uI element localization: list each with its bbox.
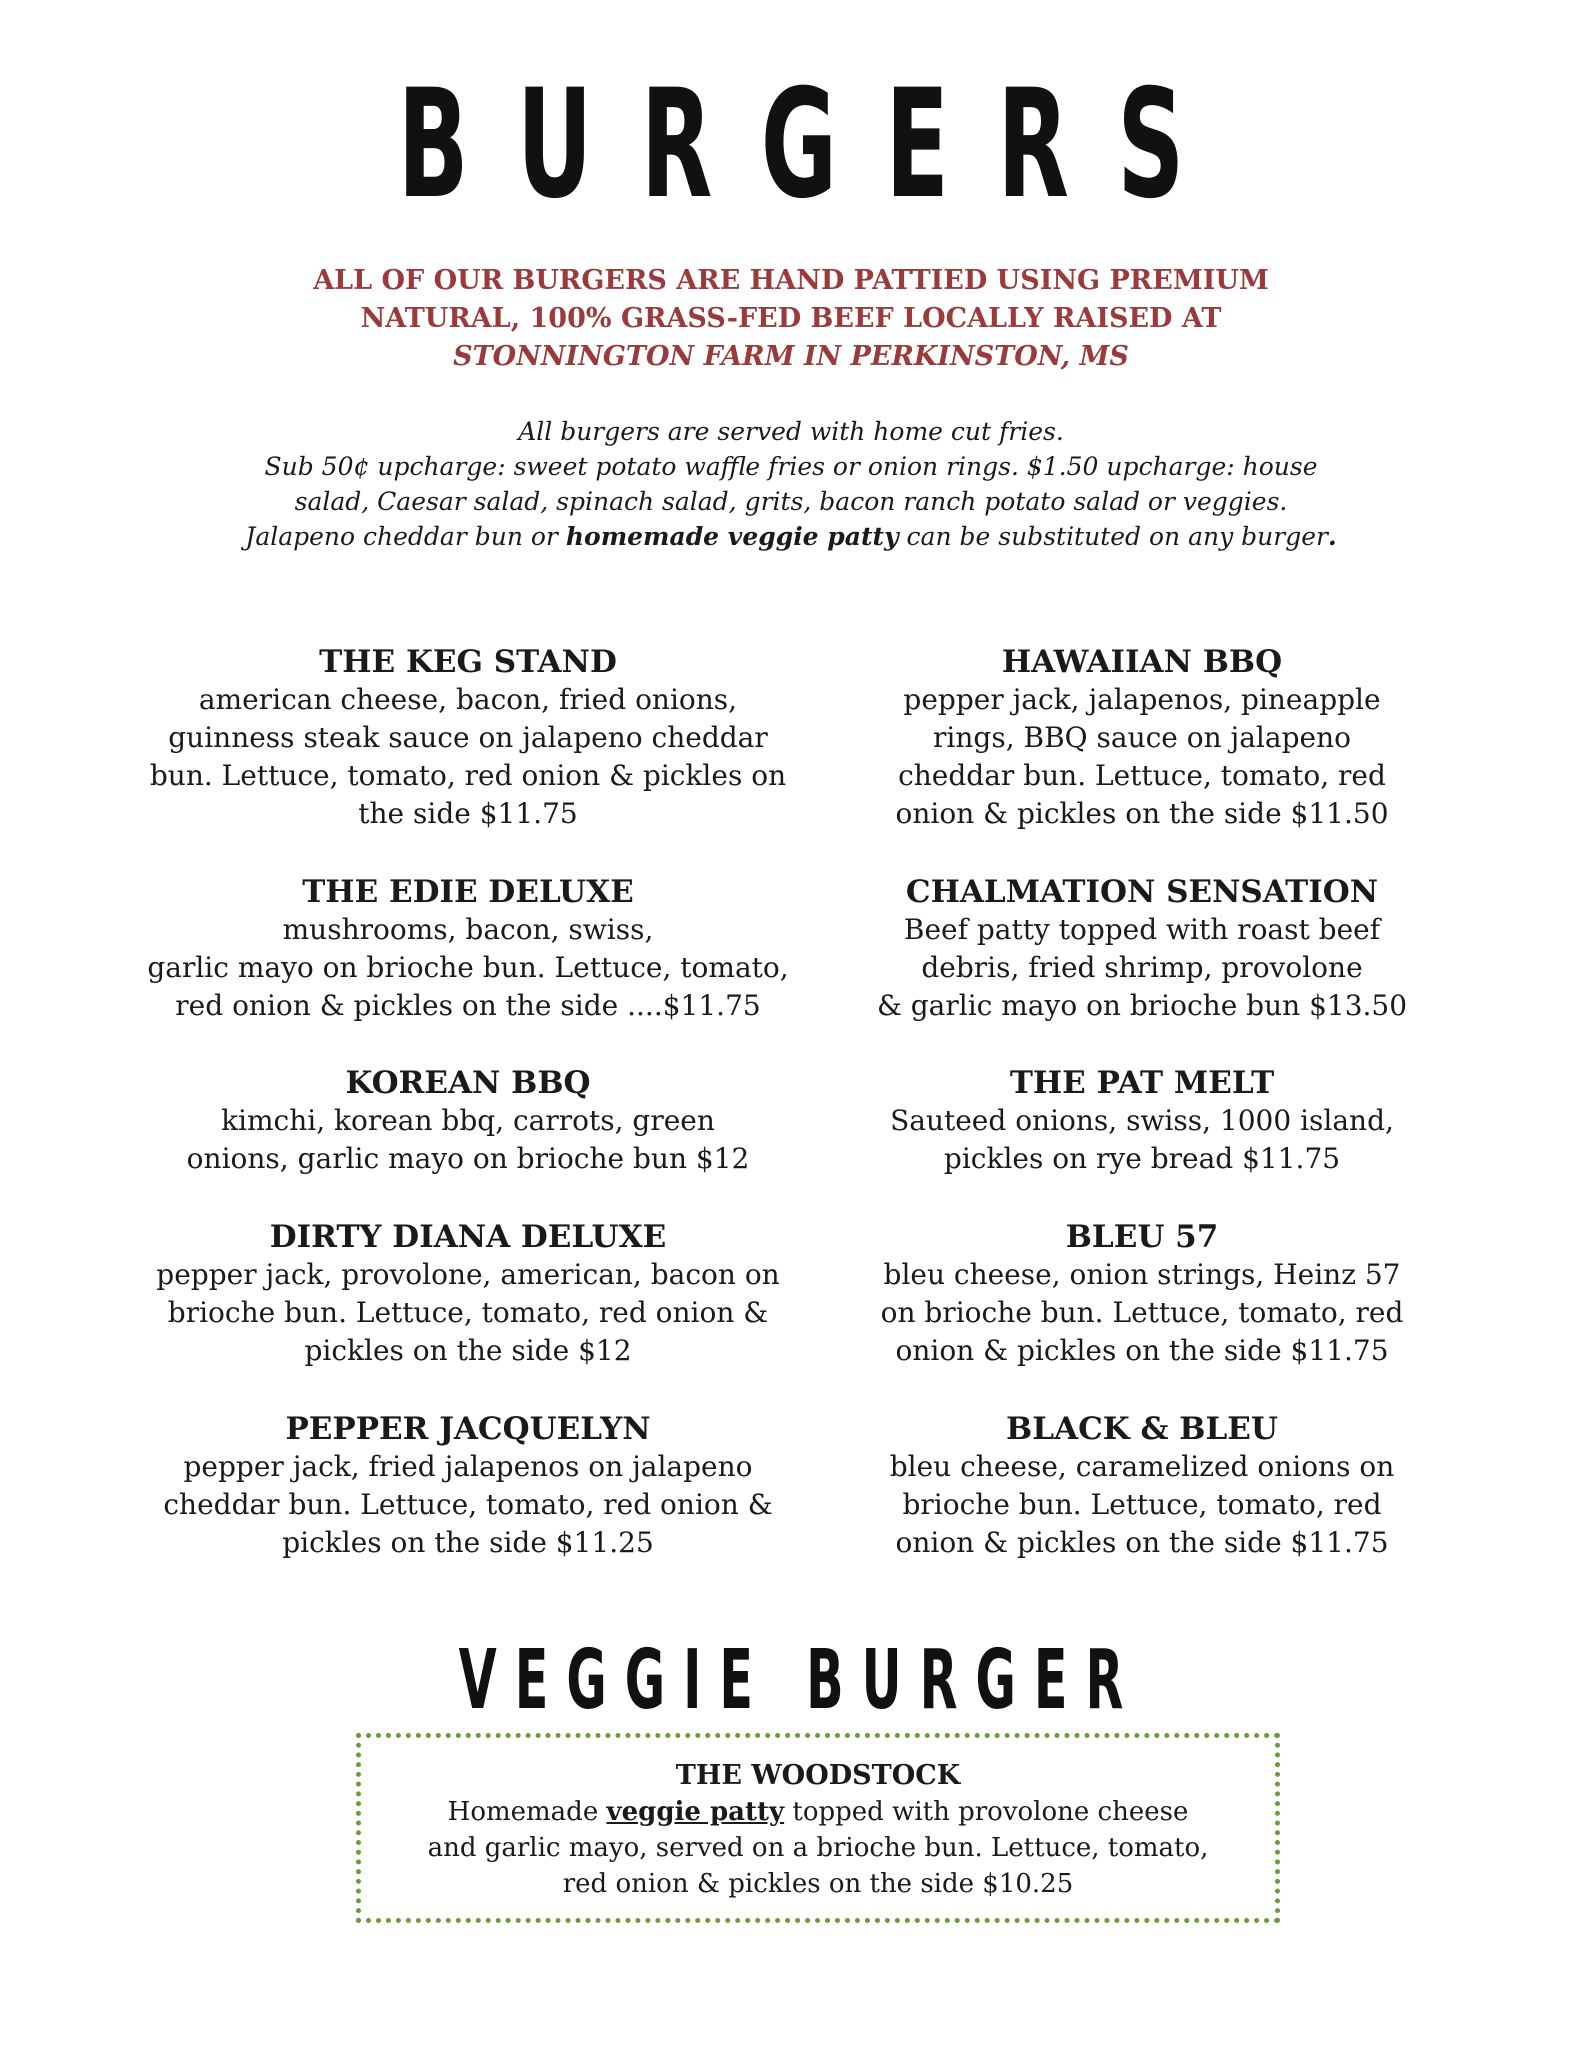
item-description bbox=[138, 681, 798, 833]
item-name: PEPPER JACQUELYN bbox=[285, 1411, 651, 1447]
item-description bbox=[138, 911, 798, 1025]
item-line: bleu cheese, caramelized onions on bbox=[889, 1450, 1395, 1483]
item-description bbox=[812, 1448, 1472, 1562]
veggie-burger-box bbox=[356, 1733, 1280, 1923]
item-line: and garlic mayo, served on a brioche bun. Lettuce, tomato, bbox=[427, 1833, 1209, 1863]
intro-farm-line: STONNINGTON FARM IN PERKINSTON, MS bbox=[453, 341, 1129, 372]
item-line bbox=[361, 1794, 1275, 1830]
item-line: cheddar bun. Lettuce, tomato, red onion & bbox=[163, 1488, 773, 1521]
item-line: debris, fried shrimp, provolone bbox=[921, 951, 1363, 984]
page-title: BURGERS bbox=[397, 58, 1233, 232]
item-line: & garlic mayo on brioche bun $13.50 bbox=[876, 989, 1408, 1022]
intro-statement bbox=[0, 262, 1582, 376]
note-line: All burgers are served with home cut fries. bbox=[518, 417, 1064, 446]
item-description bbox=[812, 911, 1472, 1025]
menu-item-korean-bbq bbox=[138, 1064, 798, 1178]
menu-item-keg-stand bbox=[138, 643, 798, 833]
item-name: DIRTY DIANA DELUXE bbox=[269, 1219, 667, 1255]
note-line: salad, Caesar salad, spinach salad, grits, bacon ranch potato salad or veggies. bbox=[294, 487, 1288, 516]
item-text: Homemade bbox=[447, 1797, 607, 1827]
item-line: Sauteed onions, swiss, 1000 island, bbox=[890, 1104, 1394, 1137]
menu-item-hawaiian-bbq bbox=[812, 643, 1472, 833]
note-bold-text: homemade veggie patty bbox=[565, 522, 899, 551]
item-line: rings, BBQ sauce on jalapeno bbox=[933, 721, 1351, 754]
note-text: Jalapeno cheddar bun or bbox=[245, 522, 566, 551]
menu-item-edie-deluxe bbox=[138, 873, 798, 1025]
item-name: CHALMATION SENSATION bbox=[905, 874, 1379, 910]
note-text: can be substituted on any burger bbox=[898, 522, 1328, 551]
menu-item-black-and-bleu bbox=[812, 1410, 1472, 1562]
item-line: the side $11.75 bbox=[358, 797, 578, 830]
veggie-section-title: VEGGIE BURGER bbox=[458, 1633, 1142, 1728]
item-description bbox=[138, 1102, 798, 1178]
item-line: Beef patty topped with roast beef bbox=[903, 913, 1381, 946]
item-line: pickles on the side $12 bbox=[304, 1334, 632, 1367]
intro-line: ALL OF OUR BURGERS ARE HAND PATTIED USING PREMIUM bbox=[313, 265, 1269, 296]
menu-item-pat-melt bbox=[812, 1064, 1472, 1178]
item-name: BLACK & BLEU bbox=[1006, 1411, 1278, 1447]
item-text: topped with provolone cheese bbox=[784, 1797, 1189, 1827]
item-line: onion & pickles on the side $11.50 bbox=[895, 797, 1389, 830]
menu-item-chalmation-sensation bbox=[812, 873, 1472, 1025]
item-line: brioche bun. Lettuce, tomato, red onion & bbox=[167, 1296, 769, 1329]
item-line: onion & pickles on the side $11.75 bbox=[895, 1334, 1389, 1367]
menu-item-dirty-diana-deluxe bbox=[138, 1218, 798, 1370]
intro-line: NATURAL, 100% GRASS-FED BEEF LOCALLY RAISED AT bbox=[360, 303, 1222, 334]
note-period: . bbox=[1327, 522, 1337, 551]
item-name: THE EDIE DELUXE bbox=[302, 874, 634, 910]
item-line: american cheese, bacon, fried onions, bbox=[198, 683, 738, 716]
item-line: brioche bun. Lettuce, tomato, red bbox=[902, 1488, 1382, 1521]
item-line: bun. Lettuce, tomato, red onion & pickles on bbox=[149, 759, 787, 792]
item-line: mushrooms, bacon, swiss, bbox=[282, 913, 654, 946]
note-line: Sub 50¢ upcharge: sweet potato waffle fries or onion rings. $1.50 upcharge: house bbox=[264, 452, 1318, 481]
item-name: HAWAIIAN BBQ bbox=[1001, 644, 1283, 680]
item-line: red onion & pickles on the side ....$11.75 bbox=[175, 989, 761, 1022]
item-line: on brioche bun. Lettuce, tomato, red bbox=[880, 1296, 1404, 1329]
item-line: red onion & pickles on the side $10.25 bbox=[562, 1869, 1074, 1899]
item-line: pickles on rye bread $11.75 bbox=[943, 1142, 1341, 1175]
item-line: pepper jack, provolone, american, bacon on bbox=[156, 1258, 780, 1291]
item-description bbox=[138, 1256, 798, 1370]
item-line: onion & pickles on the side $11.75 bbox=[895, 1526, 1389, 1559]
item-line: onions, garlic mayo on brioche bun $12 bbox=[186, 1142, 750, 1175]
item-line: garlic mayo on brioche bun. Lettuce, tomato, bbox=[147, 951, 789, 984]
item-description bbox=[812, 1102, 1472, 1178]
item-description bbox=[138, 1448, 798, 1562]
item-name: THE KEG STAND bbox=[319, 644, 617, 680]
item-name: KOREAN BBQ bbox=[345, 1065, 591, 1101]
item-line: pepper jack, jalapenos, pineapple bbox=[903, 683, 1381, 716]
item-description bbox=[812, 1256, 1472, 1370]
item-line: bleu cheese, onion strings, Heinz 57 bbox=[883, 1258, 1401, 1291]
note-line bbox=[0, 519, 1582, 554]
item-description bbox=[812, 681, 1472, 833]
menu-item-bleu-57 bbox=[812, 1218, 1472, 1370]
item-description bbox=[361, 1794, 1275, 1902]
item-line: guinness steak sauce on jalapeno cheddar bbox=[168, 721, 768, 754]
menu-item-pepper-jacquelyn bbox=[138, 1410, 798, 1562]
item-line: kimchi, korean bbq, carrots, green bbox=[221, 1104, 715, 1137]
sides-notes bbox=[0, 414, 1582, 554]
item-line: cheddar bun. Lettuce, tomato, red bbox=[898, 759, 1386, 792]
item-name: THE PAT MELT bbox=[1009, 1065, 1275, 1101]
item-bold-text: veggie patty bbox=[606, 1797, 785, 1827]
item-name: THE WOODSTOCK bbox=[675, 1760, 961, 1791]
item-name: BLEU 57 bbox=[1065, 1219, 1219, 1255]
item-line: pickles on the side $11.25 bbox=[282, 1526, 654, 1559]
item-line: pepper jack, fried jalapenos on jalapeno bbox=[183, 1450, 753, 1483]
